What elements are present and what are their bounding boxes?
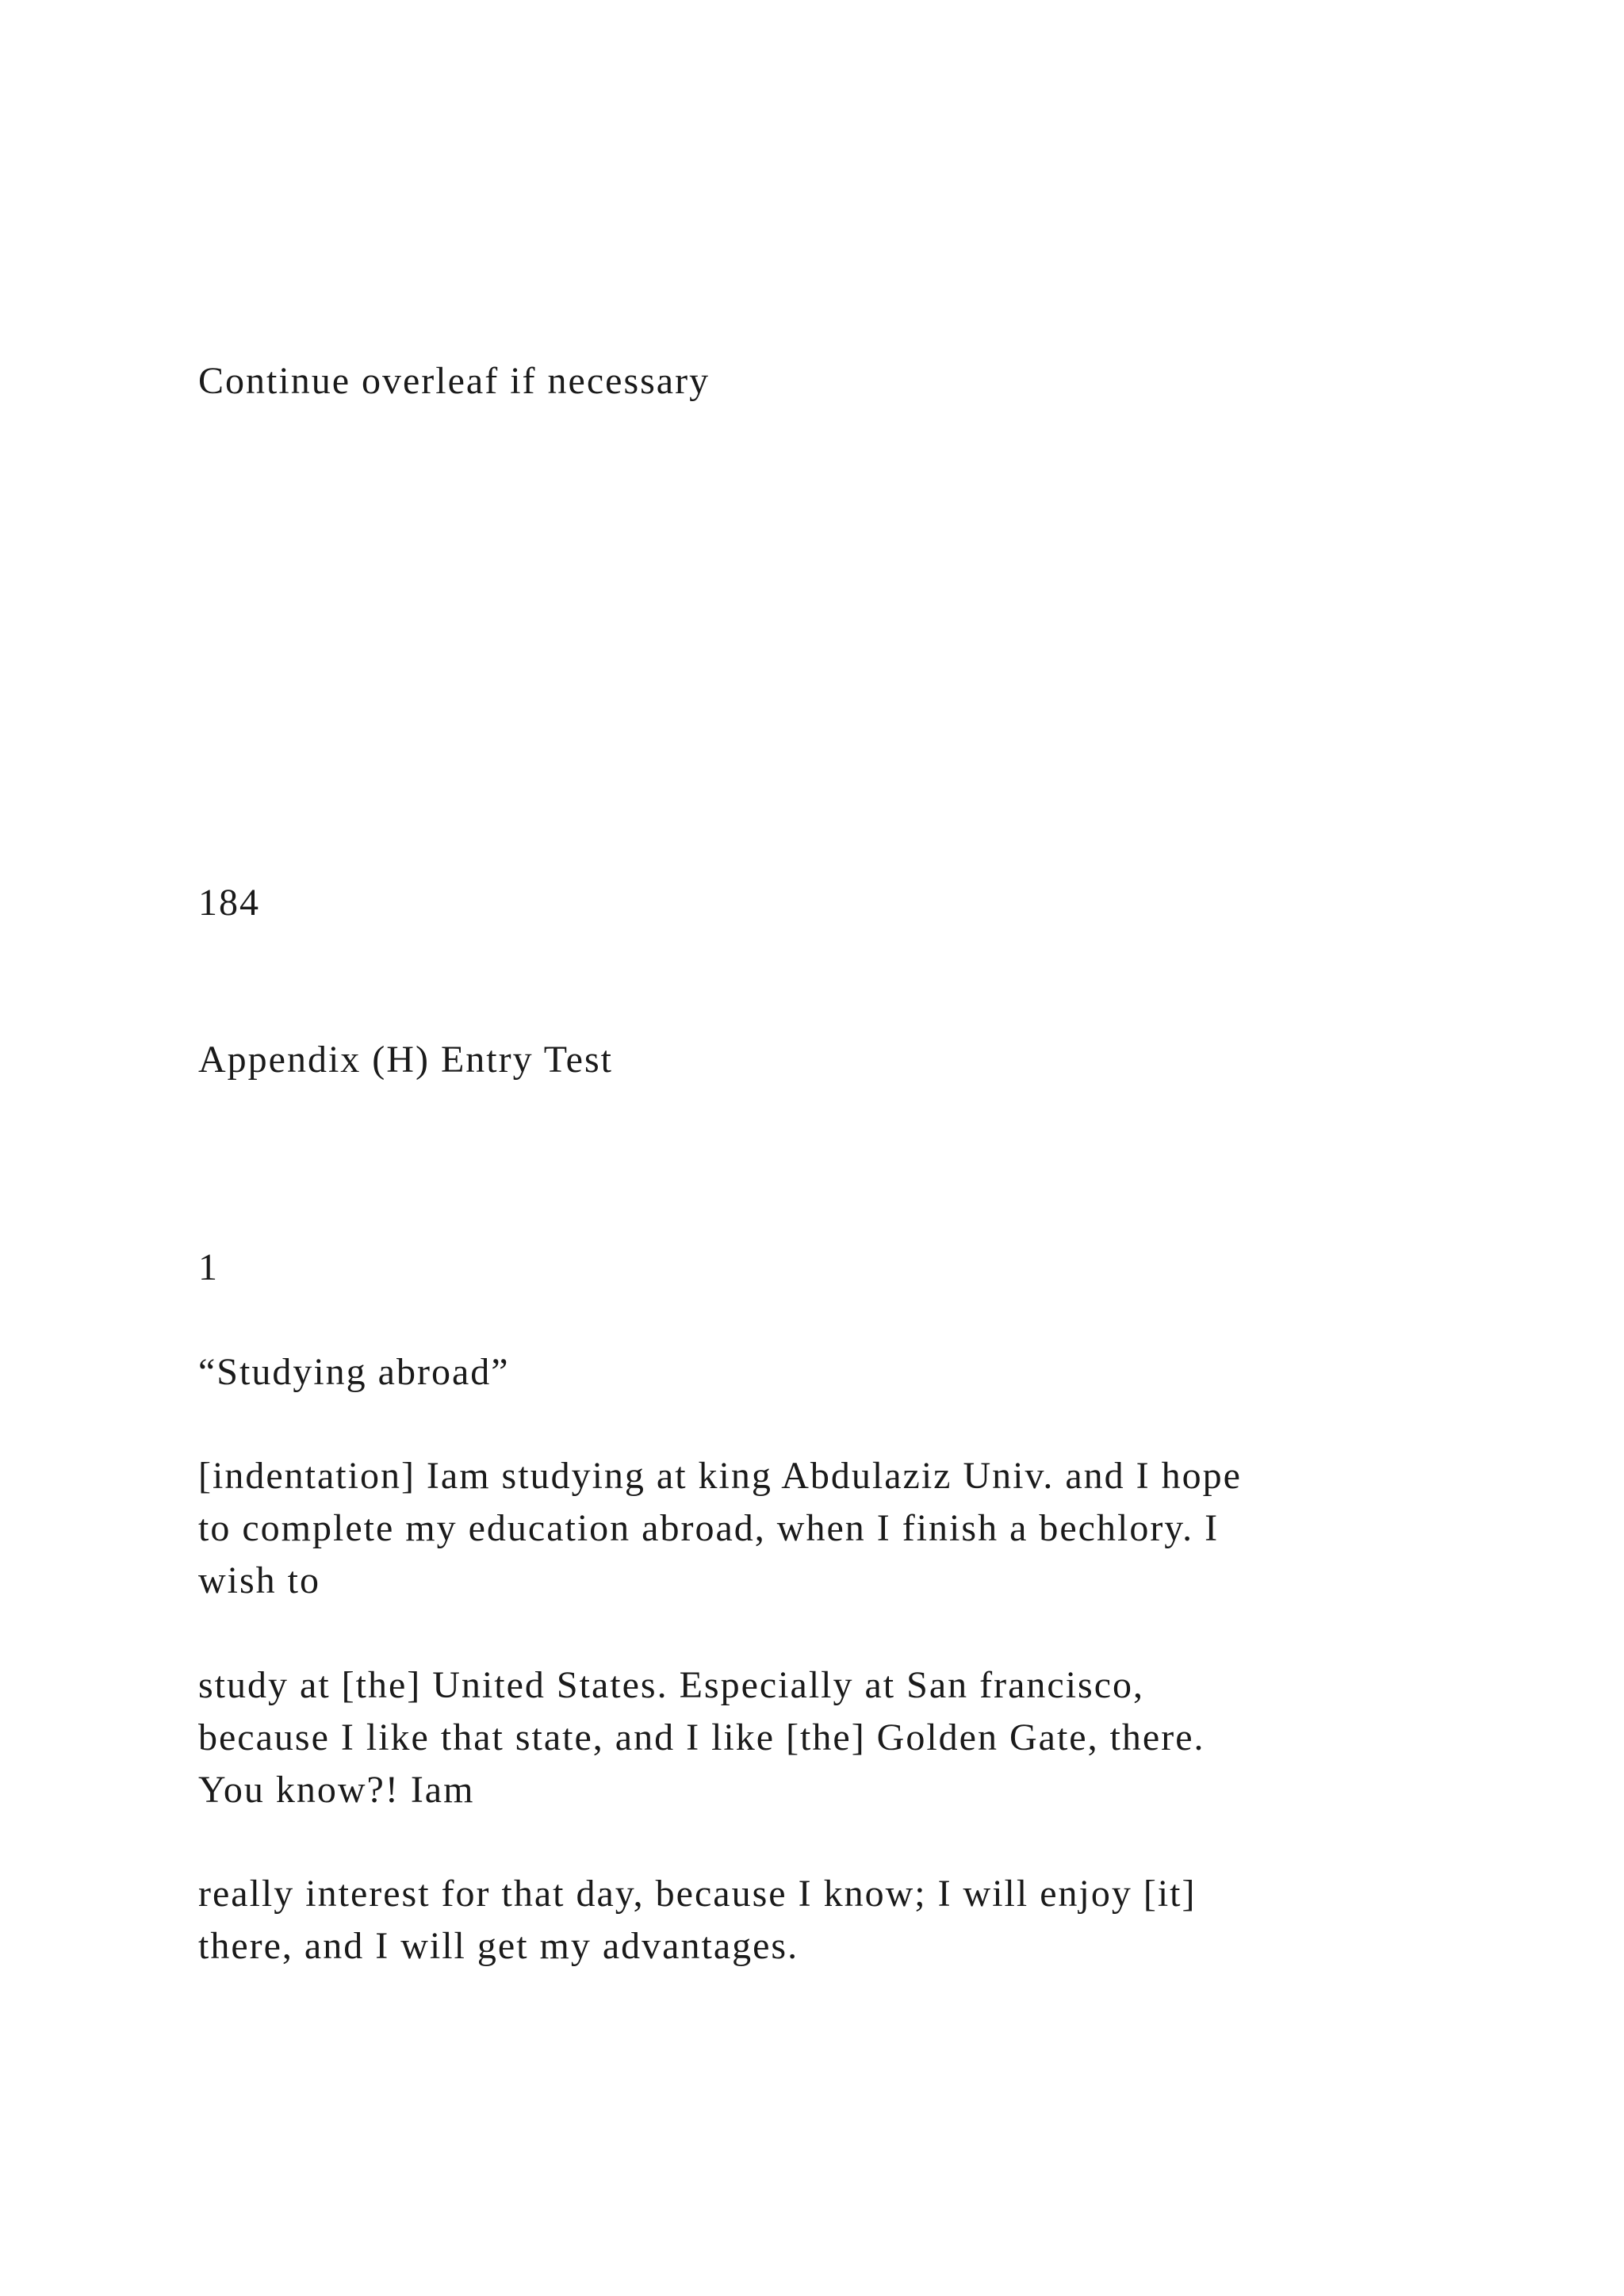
paragraph-line: You know?! Iam [198, 1769, 475, 1811]
page-number: 184 [198, 882, 260, 924]
paragraph-line: really interest for that day, because I know; I will enjoy [it] [198, 1873, 1197, 1915]
paragraph-line: [indentation] Iam studying at king Abdulaziz Univ. and I hope [198, 1455, 1242, 1497]
paragraph-line: there, and I will get my advantages. [198, 1925, 799, 1967]
appendix-title: Appendix (H) Entry Test [198, 1039, 613, 1081]
paragraph-line: because I like that state, and I like [the] Golden Gate, there. [198, 1716, 1205, 1758]
paragraph-1 [198, 1450, 1435, 1607]
paragraph-3 [198, 1868, 1435, 1973]
paragraph-2 [198, 1659, 1435, 1816]
continue-note: Continue overleaf if necessary [198, 360, 710, 402]
essay-title: “Studying abroad” [198, 1351, 510, 1393]
entry-number: 1 [198, 1246, 219, 1288]
paragraph-line: wish to [198, 1559, 321, 1601]
paragraph-line: to complete my education abroad, when I finish a bechlory. I [198, 1507, 1220, 1549]
paragraph-line: study at [the] United States. Especially at San francisco, [198, 1664, 1145, 1706]
